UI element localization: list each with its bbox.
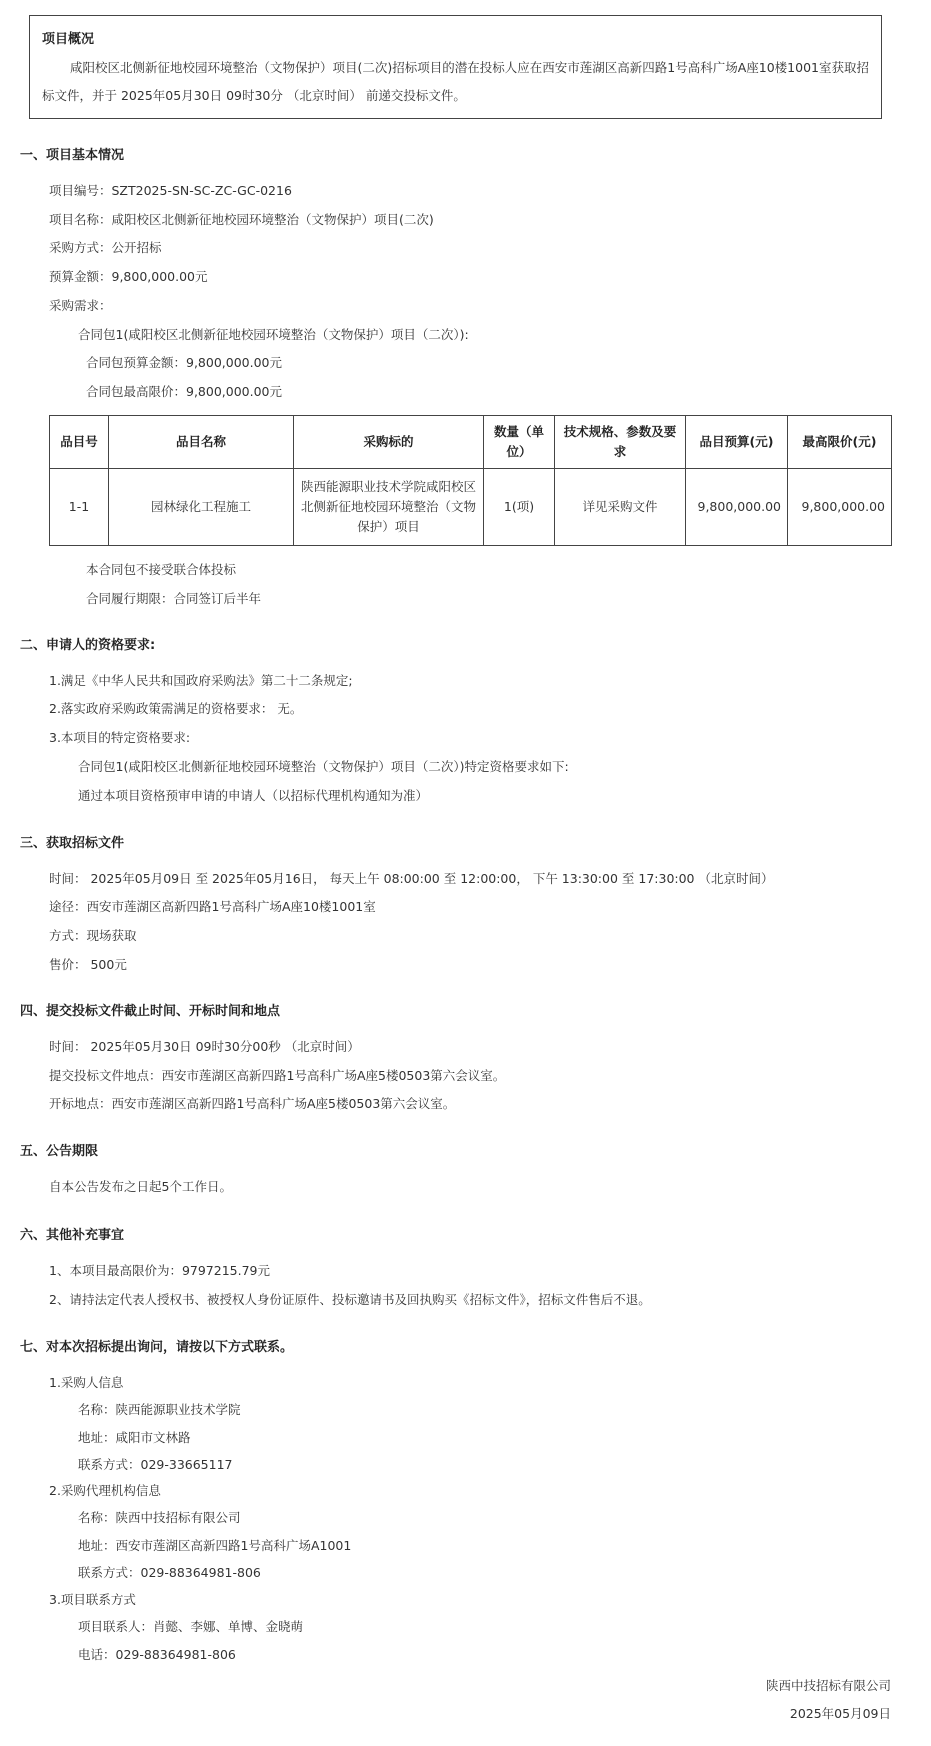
- contact-phone: 电话：029-88364981-806: [78, 1647, 236, 1662]
- qualification-2: 2.落实政府采购政策需满足的资格要求： 无。: [49, 701, 303, 716]
- buyer-label: 1.采购人信息: [49, 1375, 124, 1390]
- col-header-spec: 技术规格、参数及要求: [555, 416, 686, 469]
- overview-line2: 标文件，并于 2025年05月30日 09时30分 （北京时间） 前递交投标文件。: [42, 88, 466, 103]
- footer-date: 2025年05月09日: [789, 1706, 891, 1721]
- contract-period: 合同履行期限：合同签订后半年: [86, 591, 262, 606]
- cell-target: 陕西能源职业技术学院咸阳校区北侧新征地校园环境整治（文物保护）项目: [294, 469, 484, 546]
- agency-name: 名称：陕西中技招标有限公司: [78, 1510, 241, 1525]
- package-max-price: 合同包最高限价：9,800,000.00元: [86, 384, 282, 399]
- package-qualification-detail: 通过本项目资格预审申请的申请人（以招标代理机构通知为准）: [78, 788, 429, 803]
- cell-max-price: 9,800,000.00: [788, 469, 892, 546]
- cell-quantity: 1(项): [484, 469, 555, 546]
- buyer-phone: 联系方式：029-33665117: [78, 1457, 233, 1472]
- deadline-time: 时间： 2025年05月30日 09时30分00秒 （北京时间）: [49, 1039, 360, 1054]
- section-4-heading: 四、提交投标文件截止时间、开标时间和地点: [20, 1004, 281, 1019]
- no-joint-bid: 本合同包不接受联合体投标: [86, 562, 237, 577]
- notice-period: 自本公告发布之日起5个工作日。: [49, 1179, 232, 1194]
- opening-place: 开标地点：西安市莲湖区高新四路1号高科广场A座5楼0503第六会议室。: [49, 1096, 456, 1111]
- contract-package: 合同包1(咸阳校区北侧新征地校园环境整治（文物保护）项目（二次）):: [78, 327, 469, 342]
- supplement-2: 2、请持法定代表人授权书、被授权人身份证原件、投标邀请书及回执购买《招标文件》，招标文件售后不退。: [49, 1292, 651, 1307]
- agency-label: 2.采购代理机构信息: [49, 1483, 161, 1498]
- procurement-requirement-label: 采购需求：: [49, 298, 112, 313]
- contact-people: 项目联系人：肖懿、李娜、单博、金晓萌: [78, 1619, 304, 1634]
- procurement-method: 采购方式：公开招标: [49, 240, 162, 255]
- contact-label: 3.项目联系方式: [49, 1592, 136, 1607]
- supplement-1: 1、本项目最高限价为：9797215.79元: [49, 1263, 271, 1278]
- qualification-3: 3.本项目的特定资格要求:: [49, 730, 191, 745]
- submit-place: 提交投标文件地点：西安市莲湖区高新四路1号高科广场A座5楼0503第六会议室。: [49, 1068, 506, 1083]
- items-table: [49, 415, 892, 546]
- cell-item-name: 园林绿化工程施工: [109, 469, 294, 546]
- buyer-address: 地址：咸阳市文林路: [78, 1430, 191, 1445]
- col-header-item-name: 品目名称: [109, 416, 294, 469]
- document-time: 时间： 2025年05月09日 至 2025年05月16日， 每天上午 08:00:00 至 12:00:00， 下午 13:30:00 至 17:30:00 （北京时间）: [49, 871, 774, 886]
- document-mode: 方式：现场获取: [49, 928, 137, 943]
- table-row: [50, 469, 892, 546]
- overview-line1: 咸阳校区北侧新征地校园环境整治（文物保护）项目(二次)招标项目的潜在投标人应在西安市莲湖区高新四路1号高科广场A座10楼1001室获取招: [70, 60, 869, 75]
- qualification-1: 1.满足《中华人民共和国政府采购法》第二十二条规定;: [49, 673, 353, 688]
- document-place: 途径：西安市莲湖区高新四路1号高科广场A座10楼1001室: [49, 899, 376, 914]
- section-5-heading: 五、公告期限: [20, 1144, 99, 1159]
- overview-title: 项目概况: [42, 32, 95, 47]
- project-number: 项目编号：SZT2025-SN-SC-ZC-GC-0216: [49, 183, 292, 198]
- col-header-max-price: 最高限价(元): [788, 416, 892, 469]
- col-header-item-budget: 品目预算(元): [686, 416, 788, 469]
- col-header-quantity: 数量（单位）: [484, 416, 555, 469]
- table-header-row: [50, 416, 892, 469]
- col-header-item-no: 品目号: [50, 416, 109, 469]
- cell-item-budget: 9,800,000.00: [686, 469, 788, 546]
- cell-item-no: 1-1: [50, 469, 109, 546]
- cell-spec: 详见采购文件: [555, 469, 686, 546]
- section-2-heading: 二、申请人的资格要求:: [20, 638, 156, 653]
- project-name: 项目名称：咸阳校区北侧新征地校园环境整治（文物保护）项目(二次): [49, 212, 434, 227]
- col-header-target: 采购标的: [294, 416, 484, 469]
- package-budget: 合同包预算金额：9,800,000.00元: [86, 355, 282, 370]
- package-qualification: 合同包1(咸阳校区北侧新征地校园环境整治（文物保护）项目（二次）)特定资格要求如下:: [78, 759, 569, 774]
- section-7-heading: 七、对本次招标提出询问，请按以下方式联系。: [20, 1340, 294, 1355]
- section-1-heading: 一、项目基本情况: [20, 148, 125, 163]
- footer-company: 陕西中技招标有限公司: [765, 1678, 891, 1693]
- buyer-name: 名称：陕西能源职业技术学院: [78, 1402, 241, 1417]
- section-3-heading: 三、获取招标文件: [20, 836, 125, 851]
- agency-address: 地址：西安市莲湖区高新四路1号高科广场A1001: [78, 1538, 352, 1553]
- section-6-heading: 六、其他补充事宜: [20, 1228, 125, 1243]
- document-price: 售价： 500元: [49, 957, 127, 972]
- overview-box: [29, 15, 882, 119]
- budget-amount: 预算金额：9,800,000.00元: [49, 269, 208, 284]
- agency-phone: 联系方式：029-88364981-806: [78, 1565, 261, 1580]
